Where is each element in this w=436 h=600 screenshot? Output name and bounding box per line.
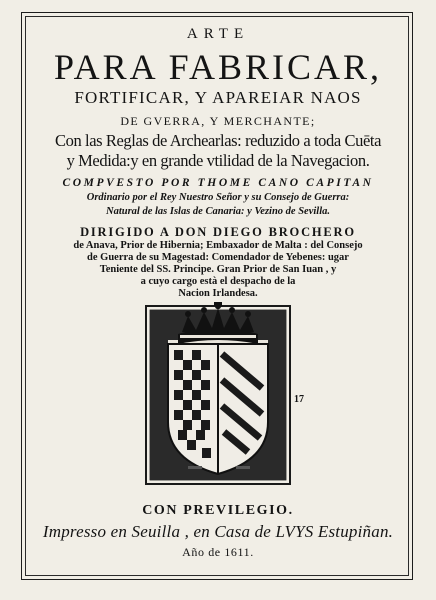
- dedication-line-1: de Anava, Prior de Hibernia; Embaxador de Malta : del Consejo: [73, 240, 363, 251]
- dedication-line-5: Nacion Irlandesa.: [178, 288, 258, 299]
- plate-number: 17: [294, 394, 304, 405]
- privilege-line: CON PREVILEGIO.: [142, 503, 294, 518]
- title-arte: ARTE: [186, 26, 250, 42]
- crown-icon: [178, 303, 258, 344]
- dedication-line-4: a cuyo cargo està el despacho de la: [140, 276, 296, 287]
- imprint-line: Impresso en Seuilla , en Casa de LVYS Estupiñan.: [42, 522, 394, 541]
- dedication-line-2: de Guerra de su Magestad: Comendador de Yebenes: ugar: [87, 252, 349, 263]
- coat-of-arms-icon: [144, 302, 292, 486]
- dedication-heading: DIRIGIDO A DON DIEGO BROCHERO: [80, 225, 356, 239]
- title-para-fabricar: PARA FABRICAR,: [53, 47, 383, 87]
- author-line: COMPVESTO POR THOME CANO CAPITAN: [62, 177, 374, 189]
- subtitle-medida: y Medida:y en grande vtilidad de la Navegacion.: [66, 151, 370, 170]
- imprint-year: Año de 1611.: [182, 545, 254, 559]
- dedication-line-3: Teniente del SS. Principe. Gran Prior de San Iuan , y: [99, 264, 337, 275]
- author-office: Ordinario por el Rey Nuestro Señor y su Consejo de Guerra:: [86, 192, 350, 203]
- title-gverra: DE GVERRA, Y MERCHANTE;: [120, 114, 316, 128]
- author-origin: Natural de las Islas de Canaria: y Vezino de Sevilla.: [105, 206, 330, 217]
- subtitle-reglas: Con las Reglas de Archearlas: reduzido a toda Cuēta: [55, 131, 381, 150]
- title-fortificar: FORTIFICAR, Y APAREIAR NAOS: [74, 88, 362, 107]
- coat-of-arms: [144, 302, 292, 486]
